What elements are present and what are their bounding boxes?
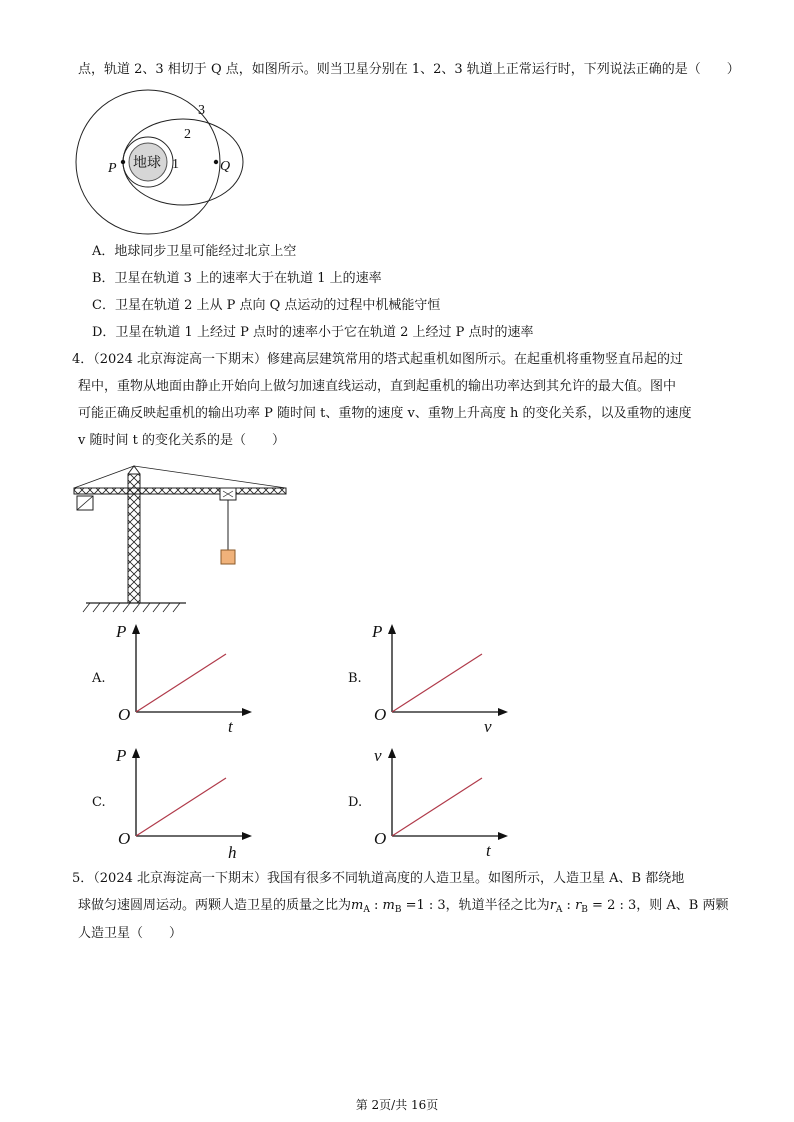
q5-line-2-part-a: 球做匀速圆周运动。两颗人造卫星的质量之比为 [78,898,352,913]
label-p: P [108,161,117,176]
graph-option-label: A. [92,671,106,686]
graph-line [392,654,482,712]
label-earth: 地球 [133,156,161,171]
q3-option-b: B．卫星在轨道 3 上的速率大于在轨道 1 上的速率 [92,271,382,286]
q3-option-d: D．卫星在轨道 1 上经过 P 点时的速率小于它在轨道 2 上经过 P 点时的速率 [92,325,534,340]
x-axis-label: v [484,717,492,736]
q5-line-3: 人造卫星（ ） [78,926,183,941]
radius-ratio: $r_A$ : $r_B = 2$ : 3 [549,898,637,915]
graph-b [366,616,516,740]
label-orbit-3: 3 [198,103,205,118]
graph-line [136,654,226,712]
graph-d [366,740,516,864]
y-axis-label: P [372,622,383,641]
label-q: Q [220,159,231,174]
origin-label: O [374,705,387,724]
q3-option-a: A．地球同步卫星可能经过北京上空 [92,244,297,259]
q4-stem-line-4: v 随时间 t 的变化关系的是（ ） [78,433,285,448]
x-axis-label: h [228,843,237,862]
graph-option-label: D. [348,795,363,810]
x-axis-label: t [486,841,491,860]
q4-stem-line-1: 4．（2024 北京海淀高一下期末）修建高层建筑常用的塔式起重机如图所示。在起重机将重物竖直吊起的过 [72,352,683,367]
origin-label: O [118,705,131,724]
y-axis-label: v [374,746,382,765]
mass-ratio: $m_A$ : $m_B =1$ : 3 [351,898,446,915]
q5-line-2-part-b: ，轨道半径之比为 [445,898,550,913]
label-orbit-2: 2 [184,127,191,142]
graph-line [392,778,482,836]
q4-stem-line-3: 可能正确反映起重机的输出功率 P 随时间 t、重物的速度 v、重物上升高度 h 的变化关系，以及重物的速度 [78,406,692,421]
orbit-figure [70,88,250,243]
crane-jib [74,488,286,494]
graph-option-label: B. [348,671,362,686]
point-q [214,160,218,164]
crane-figure [74,466,294,618]
graph-option-label: C. [92,795,106,810]
y-axis-label: P [116,622,127,641]
q5-line-2-part-c: ，则 A、B 两颗 [636,898,729,913]
label-orbit-1: 1 [172,157,179,172]
q3-option-c: C．卫星在轨道 2 上从 P 点向 Q 点运动的过程中机械能守恒 [92,298,441,313]
load-block [221,550,235,564]
q4-stem-line-2: 程中，重物从地面由静止开始向上做匀加速直线运动，直到起重机的输出功率达到其允许的最大值。图中 [78,379,677,394]
graph-a [110,616,260,740]
graph-c [110,740,260,864]
origin-label: O [118,829,131,848]
q5-line-2 [78,898,728,918]
origin-label: O [374,829,387,848]
y-axis-label: P [116,746,127,765]
x-axis-label: t [228,717,233,736]
graph-line [136,778,226,836]
page-footer: 第 2页/共 16页 [355,1098,439,1112]
point-p [121,160,125,164]
q3-stem: 点，轨道 2、3 相切于 Q 点，如图所示。则当卫星分别在 1、2、3 轨道上正常运行时，下列说法正确的是（ ） [78,62,740,77]
q5-line-1: 5．（2024 北京海淀高一下期末）我国有很多不同轨道高度的人造卫星。如图所示，人造卫星 A、B 都绕地 [72,871,685,886]
